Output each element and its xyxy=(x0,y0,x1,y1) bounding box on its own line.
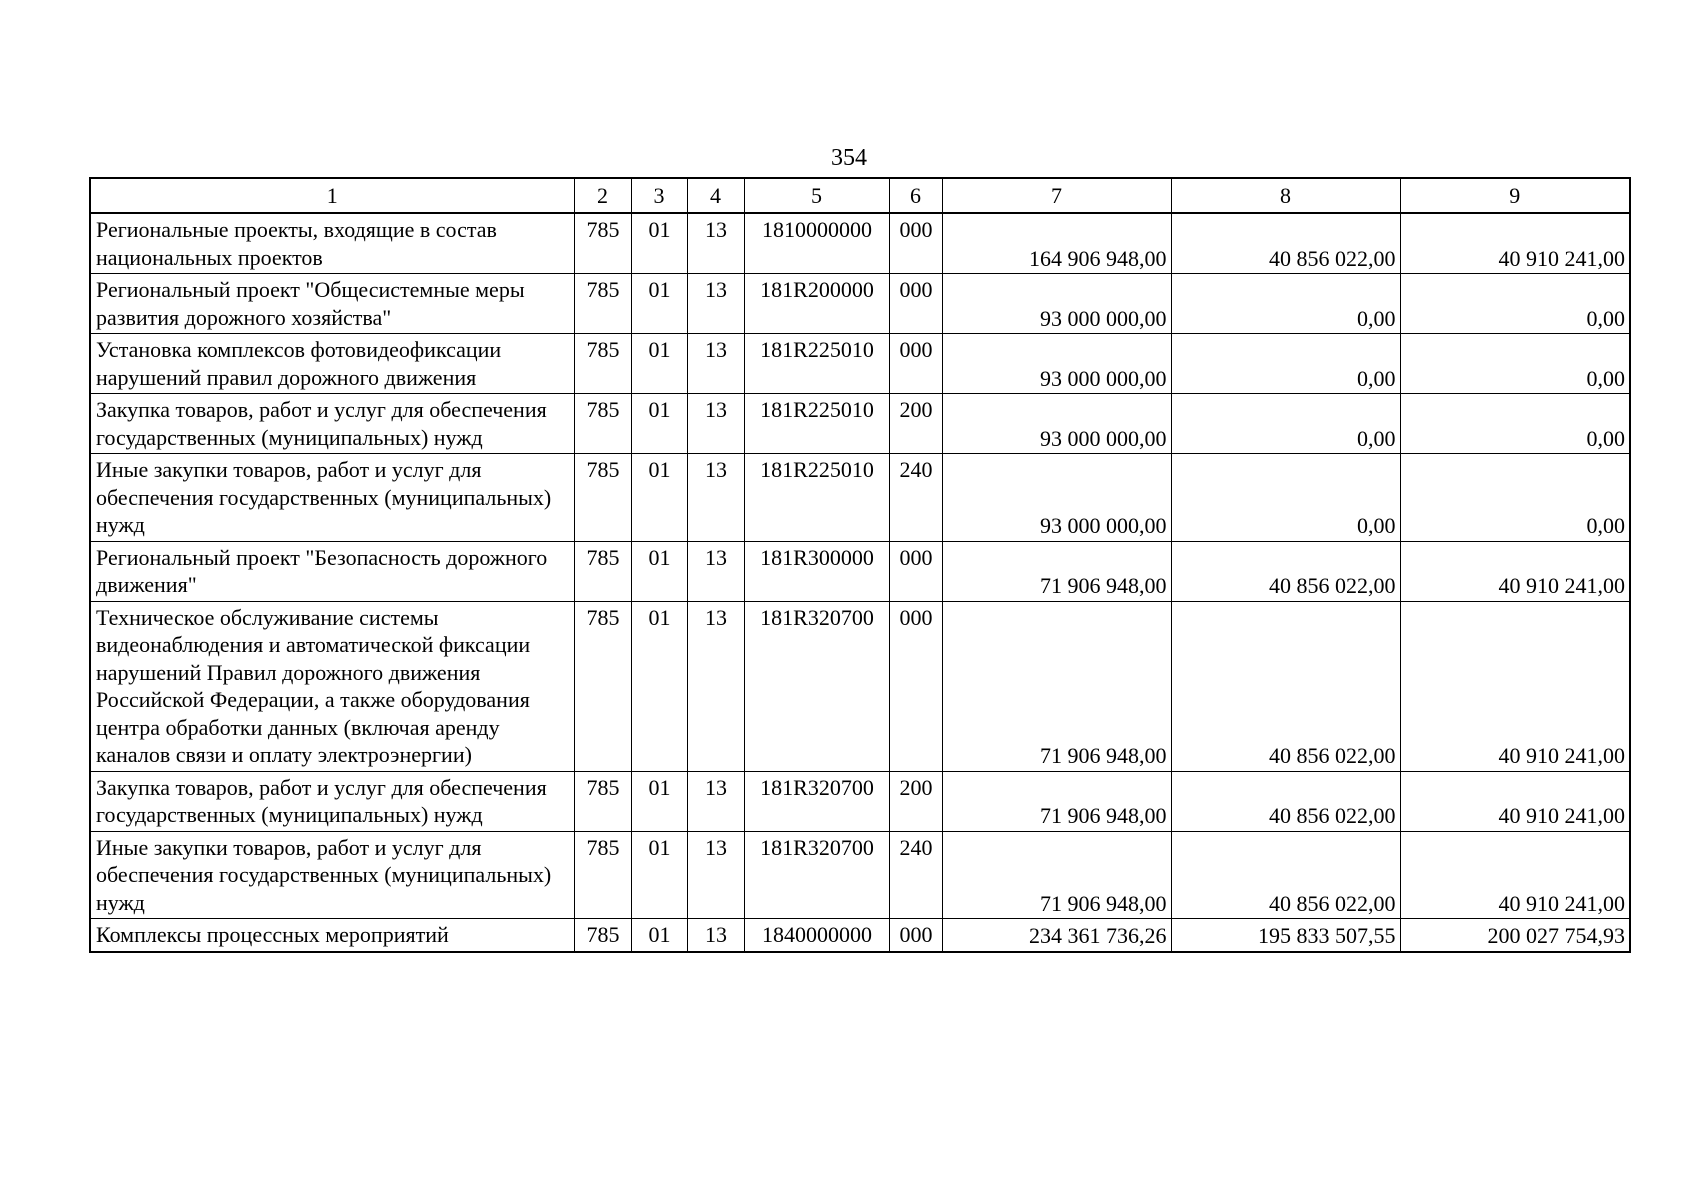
amount-col9-cell: 40 910 241,00 xyxy=(1400,771,1630,831)
section-cell: 01 xyxy=(631,454,687,542)
amount-col7-cell: 164 906 948,00 xyxy=(942,213,1171,274)
column-header: 7 xyxy=(942,178,1171,213)
item-name-cell: Иные закупки товаров, работ и услуг для обеспечения государственных (муниципальных) нужд xyxy=(90,831,574,919)
item-name-cell: Региональные проекты, входящие в состав национальных проектов xyxy=(90,213,574,274)
page-number: 354 xyxy=(831,145,867,171)
table-row xyxy=(90,213,1630,274)
subsection-cell: 13 xyxy=(687,274,744,334)
target-article-cell: 181R225010 xyxy=(744,334,889,394)
amount-col7-cell: 93 000 000,00 xyxy=(942,274,1171,334)
target-article-cell: 1840000000 xyxy=(744,919,889,952)
section-cell: 01 xyxy=(631,541,687,601)
target-article-cell: 181R225010 xyxy=(744,394,889,454)
expense-type-cell: 200 xyxy=(889,394,942,454)
subsection-cell: 13 xyxy=(687,601,744,771)
section-cell: 01 xyxy=(631,771,687,831)
section-cell: 01 xyxy=(631,919,687,952)
amount-col8-cell: 40 856 022,00 xyxy=(1171,601,1400,771)
subsection-cell: 13 xyxy=(687,454,744,542)
amount-col9-cell: 0,00 xyxy=(1400,394,1630,454)
table-row xyxy=(90,771,1630,831)
admin-code-cell: 785 xyxy=(574,334,631,394)
expense-type-cell: 000 xyxy=(889,601,942,771)
admin-code-cell: 785 xyxy=(574,454,631,542)
column-header: 5 xyxy=(744,178,889,213)
expense-type-cell: 000 xyxy=(889,274,942,334)
section-cell: 01 xyxy=(631,334,687,394)
amount-col7-cell: 71 906 948,00 xyxy=(942,601,1171,771)
column-header: 6 xyxy=(889,178,942,213)
column-header: 1 xyxy=(90,178,574,213)
column-header: 3 xyxy=(631,178,687,213)
target-article-cell: 1810000000 xyxy=(744,213,889,274)
section-cell: 01 xyxy=(631,601,687,771)
item-name-cell: Установка комплексов фотовидеофиксации нарушений правил дорожного движения xyxy=(90,334,574,394)
amount-col7-cell: 71 906 948,00 xyxy=(942,771,1171,831)
subsection-cell: 13 xyxy=(687,541,744,601)
section-cell: 01 xyxy=(631,274,687,334)
subsection-cell: 13 xyxy=(687,334,744,394)
table-row xyxy=(90,831,1630,919)
column-header: 8 xyxy=(1171,178,1400,213)
subsection-cell: 13 xyxy=(687,771,744,831)
item-name-cell: Региональный проект "Общесистемные меры развития дорожного хозяйства" xyxy=(90,274,574,334)
column-header: 4 xyxy=(687,178,744,213)
table-row xyxy=(90,394,1630,454)
table-row xyxy=(90,274,1630,334)
target-article-cell: 181R225010 xyxy=(744,454,889,542)
amount-col7-cell: 234 361 736,26 xyxy=(942,919,1171,952)
table-header-row xyxy=(90,178,1630,213)
expense-type-cell: 200 xyxy=(889,771,942,831)
expense-type-cell: 240 xyxy=(889,454,942,542)
item-name-cell: Региональный проект "Безопасность дорожного движения" xyxy=(90,541,574,601)
amount-col9-cell: 40 910 241,00 xyxy=(1400,213,1630,274)
item-name-cell: Комплексы процессных мероприятий xyxy=(90,919,574,952)
amount-col8-cell: 0,00 xyxy=(1171,454,1400,542)
section-cell: 01 xyxy=(631,213,687,274)
admin-code-cell: 785 xyxy=(574,394,631,454)
expense-type-cell: 000 xyxy=(889,541,942,601)
amount-col9-cell: 0,00 xyxy=(1400,274,1630,334)
admin-code-cell: 785 xyxy=(574,541,631,601)
subsection-cell: 13 xyxy=(687,919,744,952)
admin-code-cell: 785 xyxy=(574,831,631,919)
target-article-cell: 181R320700 xyxy=(744,831,889,919)
subsection-cell: 13 xyxy=(687,394,744,454)
table-row xyxy=(90,454,1630,542)
item-name-cell: Закупка товаров, работ и услуг для обеспечения государственных (муниципальных) нужд xyxy=(90,394,574,454)
subsection-cell: 13 xyxy=(687,213,744,274)
amount-col8-cell: 40 856 022,00 xyxy=(1171,541,1400,601)
table-row xyxy=(90,919,1630,952)
section-cell: 01 xyxy=(631,831,687,919)
amount-col7-cell: 71 906 948,00 xyxy=(942,831,1171,919)
expense-type-cell: 000 xyxy=(889,334,942,394)
admin-code-cell: 785 xyxy=(574,601,631,771)
amount-col8-cell: 0,00 xyxy=(1171,334,1400,394)
target-article-cell: 181R320700 xyxy=(744,771,889,831)
amount-col7-cell: 93 000 000,00 xyxy=(942,394,1171,454)
table-row xyxy=(90,601,1630,771)
column-header: 2 xyxy=(574,178,631,213)
amount-col9-cell: 40 910 241,00 xyxy=(1400,601,1630,771)
item-name-cell: Иные закупки товаров, работ и услуг для обеспечения государственных (муниципальных) нужд xyxy=(90,454,574,542)
amount-col8-cell: 40 856 022,00 xyxy=(1171,771,1400,831)
target-article-cell: 181R300000 xyxy=(744,541,889,601)
amount-col8-cell: 195 833 507,55 xyxy=(1171,919,1400,952)
amount-col8-cell: 0,00 xyxy=(1171,274,1400,334)
section-cell: 01 xyxy=(631,394,687,454)
amount-col7-cell: 71 906 948,00 xyxy=(942,541,1171,601)
admin-code-cell: 785 xyxy=(574,919,631,952)
amount-col9-cell: 0,00 xyxy=(1400,454,1630,542)
admin-code-cell: 785 xyxy=(574,213,631,274)
amount-col8-cell: 0,00 xyxy=(1171,394,1400,454)
item-name-cell: Техническое обслуживание системы видеонаблюдения и автоматической фиксации нарушений Правил дорожного движения Российской Федерации, а также оборудования центра обработки данных (включая аренду каналов связи и оплату электроэнергии) xyxy=(90,601,574,771)
target-article-cell: 181R200000 xyxy=(744,274,889,334)
column-header: 9 xyxy=(1400,178,1630,213)
item-name-cell: Закупка товаров, работ и услуг для обеспечения государственных (муниципальных) нужд xyxy=(90,771,574,831)
admin-code-cell: 785 xyxy=(574,274,631,334)
amount-col7-cell: 93 000 000,00 xyxy=(942,454,1171,542)
expense-type-cell: 000 xyxy=(889,213,942,274)
expense-type-cell: 000 xyxy=(889,919,942,952)
expense-type-cell: 240 xyxy=(889,831,942,919)
amount-col9-cell: 40 910 241,00 xyxy=(1400,831,1630,919)
amount-col7-cell: 93 000 000,00 xyxy=(942,334,1171,394)
table-row xyxy=(90,541,1630,601)
amount-col9-cell: 200 027 754,93 xyxy=(1400,919,1630,952)
amount-col9-cell: 0,00 xyxy=(1400,334,1630,394)
target-article-cell: 181R320700 xyxy=(744,601,889,771)
amount-col9-cell: 40 910 241,00 xyxy=(1400,541,1630,601)
table-row xyxy=(90,334,1630,394)
budget-table xyxy=(89,177,1631,953)
subsection-cell: 13 xyxy=(687,831,744,919)
admin-code-cell: 785 xyxy=(574,771,631,831)
amount-col8-cell: 40 856 022,00 xyxy=(1171,831,1400,919)
amount-col8-cell: 40 856 022,00 xyxy=(1171,213,1400,274)
